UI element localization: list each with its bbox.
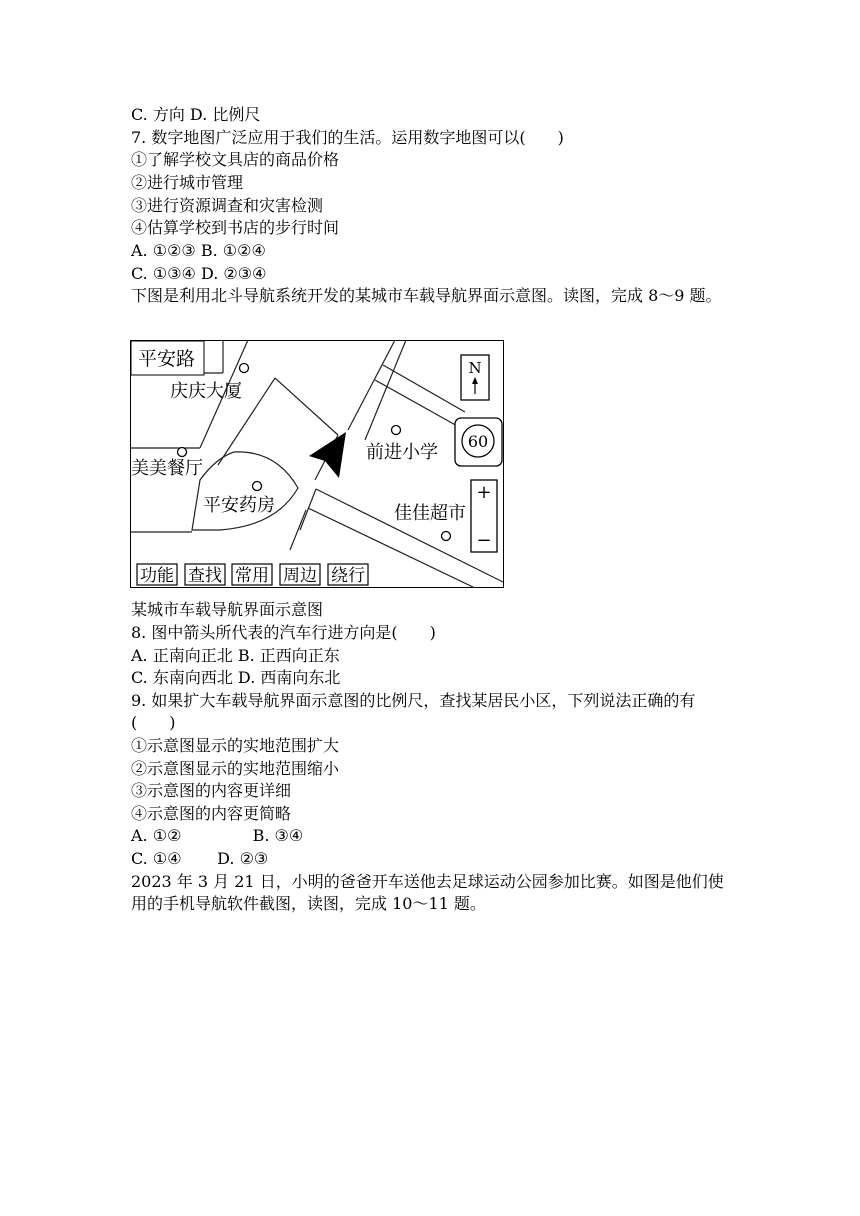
- pingan-pharmacy-marker: [253, 482, 262, 491]
- q9-item-3: ③示意图的内容更详细: [131, 781, 292, 800]
- map-caption: 某城市车载导航界面示意图: [131, 600, 324, 619]
- menu-detour-button[interactable]: 绕行: [331, 566, 365, 586]
- navigation-map-figure: [130, 340, 504, 588]
- q7-item-3: ③进行资源调查和灾害检测: [131, 196, 324, 215]
- label-jiajia-market: 佳佳超市: [394, 503, 466, 524]
- menu-function-button[interactable]: 功能: [140, 566, 174, 586]
- qianjin-school-marker: [392, 426, 401, 435]
- line-q6-options-cd: C. 方向 D. 比例尺: [131, 105, 261, 124]
- compass-box: [461, 355, 489, 400]
- label-pingan-pharmacy: 平安药房: [203, 495, 275, 516]
- q7-options-cd: C. ①③④ D. ②③④: [131, 264, 267, 283]
- jiajia-market-marker: [442, 532, 451, 541]
- road-label-pingan: 平安路: [138, 348, 196, 370]
- q8-9-intro: 下图是利用北斗导航系统开发的某城市车载导航界面示意图。读图，完成 8～9 题。: [131, 286, 722, 305]
- menu-nearby-button[interactable]: 周边: [283, 566, 317, 586]
- menu-frequent-button[interactable]: 常用: [235, 566, 269, 586]
- q9-options-ab: A. ①② B. ③④: [131, 826, 304, 845]
- q9-options-cd: C. ①④ D. ②③: [131, 849, 269, 868]
- bottom-menu: [137, 564, 368, 586]
- menu-search-button[interactable]: 查找: [188, 566, 222, 586]
- q7-options-ab: A. ①②③ B. ①②④: [131, 241, 266, 260]
- q10-11-intro: 2023 年 3 月 21 日，小明的爸爸开车送他去足球运动公园参加比赛。如图是他们使用的手机导航软件截图，读图，完成 10～11 题。: [131, 872, 724, 913]
- q7-item-4: ④估算学校到书店的步行时间: [131, 218, 340, 237]
- question-7-stem: 7. 数字地图广泛应用于我们的生活。运用数字地图可以( ): [131, 128, 564, 147]
- question-9-stem: 9. 如果扩大车载导航界面示意图的比例尺，查找某居民小区，下列说法正确的有( ): [131, 691, 696, 732]
- zoom-out-button[interactable]: −: [476, 530, 492, 551]
- q7-item-1: ①了解学校文具店的商品价格: [131, 150, 340, 169]
- speed-limit-value: 60: [467, 432, 489, 451]
- zoom-control[interactable]: [471, 480, 497, 552]
- question-8-stem: 8. 图中箭头所代表的汽车行进方向是( ): [131, 623, 436, 642]
- speed-limit-sign: [455, 418, 502, 466]
- label-qingqing-tower: 庆庆大厦: [170, 381, 242, 402]
- label-qianjin-school: 前进小学: [366, 442, 438, 463]
- q8-options-ab: A. 正南向正北 B. 正西向正东: [131, 646, 340, 665]
- zoom-in-button[interactable]: +: [476, 482, 492, 503]
- q7-item-2: ②进行城市管理: [131, 173, 244, 192]
- qingqing-tower-marker: [240, 364, 249, 373]
- q9-item-1: ①示意图显示的实地范围扩大: [131, 736, 340, 755]
- compass-north-letter: N: [468, 359, 482, 377]
- q9-item-2: ②示意图显示的实地范围缩小: [131, 759, 340, 778]
- meimei-restaurant-marker: [178, 448, 187, 457]
- q8-options-cd: C. 东南向西北 D. 西南向东北: [131, 668, 341, 687]
- label-meimei-restaurant: 美美餐厅: [131, 458, 203, 479]
- q9-item-4: ④示意图的内容更简略: [131, 804, 292, 823]
